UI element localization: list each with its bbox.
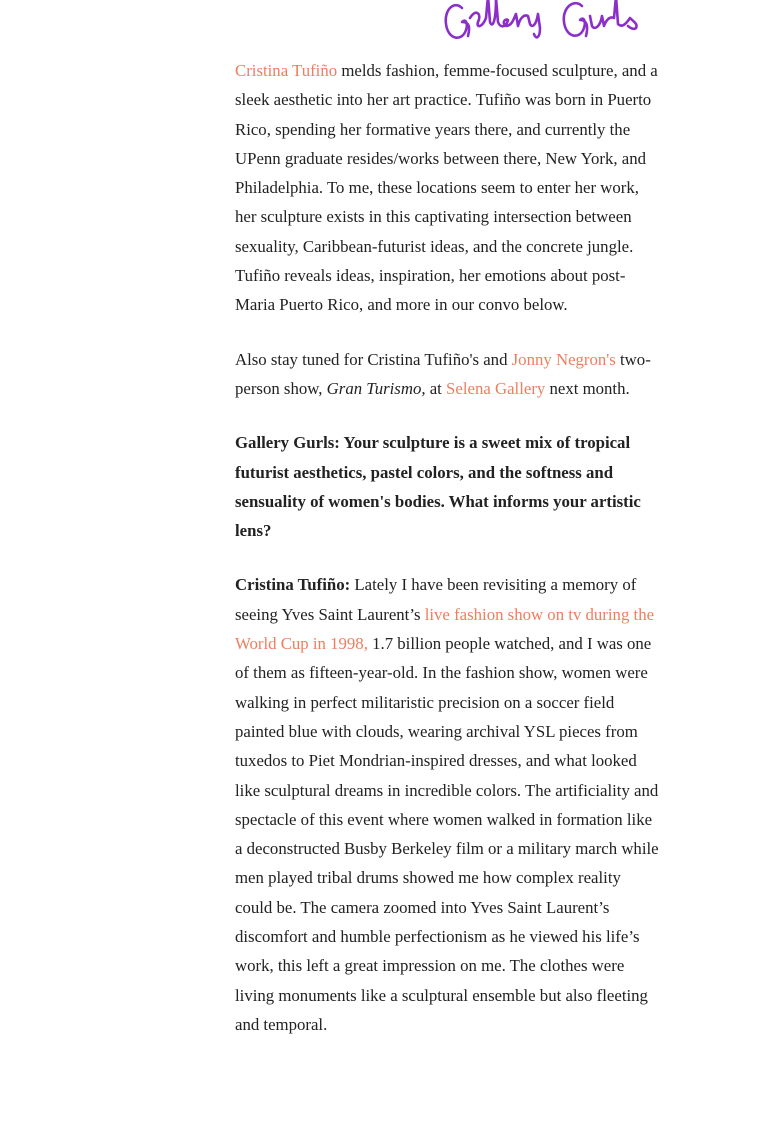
article-body (235, 56, 660, 1064)
answer-text-a: Lately I have been revisiting a memory of seeing Yves Saint Laurent’s (235, 575, 637, 624)
announcement-text-d: next month. (545, 378, 630, 398)
interview-question: Gallery Gurls: Your sculpture is a sweet mix of tropical futurist aesthetics, pastel colors, and the softness and sensuality of women's bodies. What informs your artistic lens? (235, 433, 641, 541)
announcement-text-a: Also stay tuned for Cristina Tufiño's and (235, 349, 512, 369)
show-announcement-paragraph (235, 345, 660, 404)
answer-text-b: 1.7 billion people watched, and I was one of them as fifteen-year-old. In the fashion show, women were walking in perfect militaristic precision on a soccer field painted blue with clouds, wearing archival YSL pieces from tuxedos to Piet Mondrian-inspired dresses, and what looked like sculptural dreams in incredible colors. The artificiality and spectacle of this event where women walked in formation like a deconstructed Busby Berkeley film or a military march while men played tribal drums showed me how complex reality could be. The camera zoomed into Yves Saint Laurent’s discomfort and humble perfectionism as he viewed his life’s work, this left a great impression on me. The clothes were living monuments like a sculptural ensemble but also fleeting and temporal. (235, 634, 659, 1034)
announcement-text-c: at (425, 378, 447, 398)
intro-paragraph (235, 56, 660, 320)
link-ysl-fashion-show[interactable]: live fashion show on tv during the World Cup in 1998, (235, 604, 655, 654)
link-jonny-negron[interactable]: Jonny Negron's (511, 349, 616, 369)
show-title: Gran Turismo, (326, 378, 426, 398)
intro-text: melds fashion, femme-focused sculpture, and a sleek aesthetic into her art practice. Tufiño was born in Puerto Rico, spending her formative years there, and currently the UPenn graduate resides/works between there, New York, and Philadelphia. To me, these locations seem to enter her work, her sculpture exists in this captivating intersection between sexuality, Caribbean-futurist ideas, and the concrete jungle. Tufiño reveals ideas, inspiration, her emotions about post-Maria Puerto Rico, and more in our convo below. (235, 61, 658, 315)
link-selena-gallery[interactable]: Selena Gallery (446, 378, 546, 398)
answer-speaker: Cristina Tufiño: (235, 575, 351, 595)
link-cristina-tufino[interactable]: Cristina Tufiño (235, 61, 338, 80)
logo-script-icon (440, 0, 665, 46)
announcement-text-b: two-person show, (235, 349, 651, 398)
interview-answer (235, 570, 660, 1039)
gallery-gurls-logo[interactable] (440, 0, 665, 46)
